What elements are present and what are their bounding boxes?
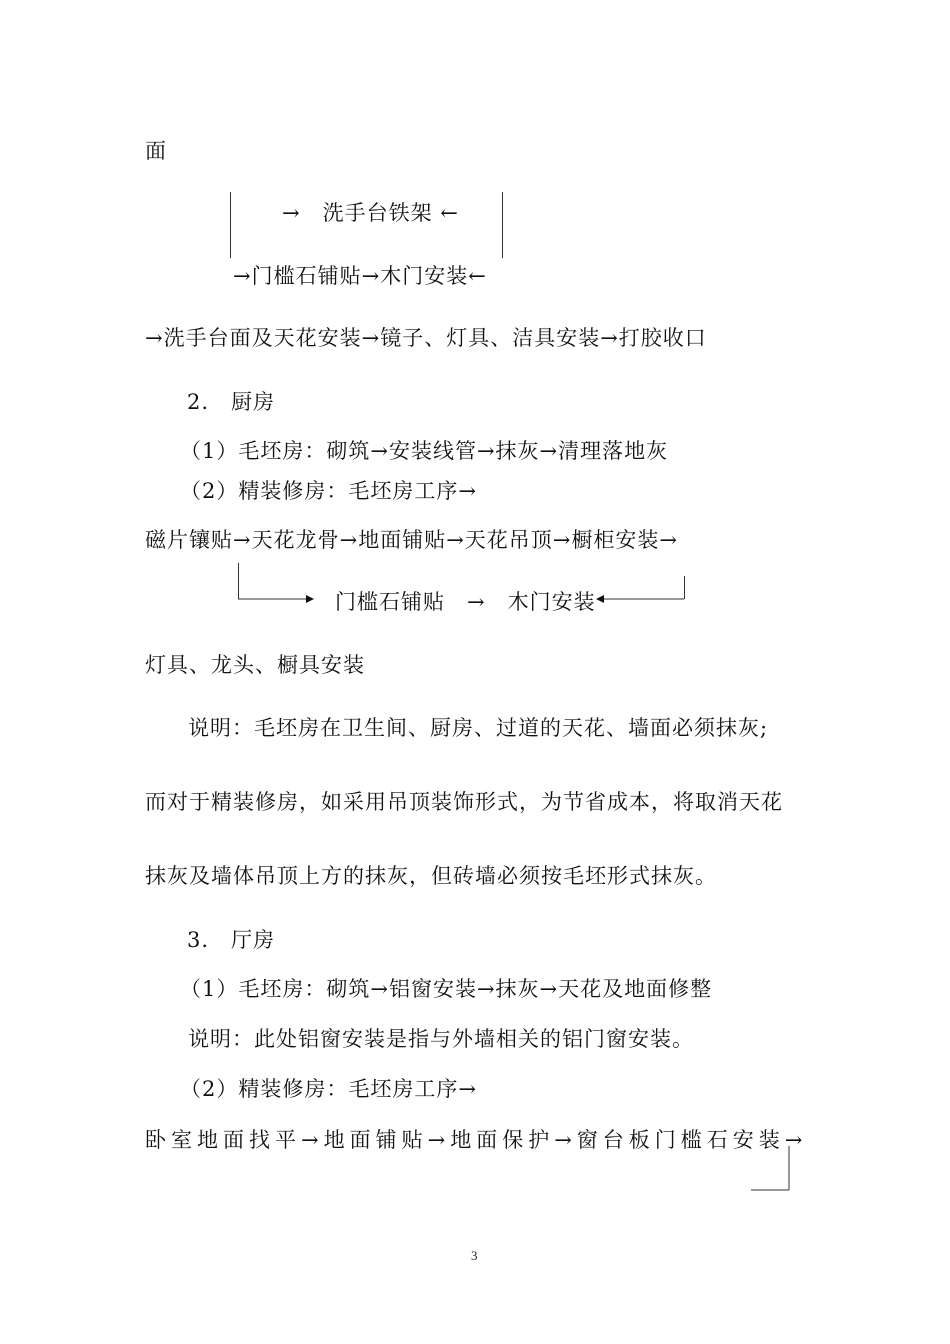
washbasin-frame-step: → 洗手台铁架 ← <box>282 201 459 225</box>
kitchen-note-line-1: 说明：毛坯房在卫生间、厨房、过道的天花、墙面必须抹灰; <box>188 716 769 740</box>
kitchen-tail-step: 灯具、龙头、橱具安装 <box>145 653 365 677</box>
living-room-rough-steps: （1）毛坯房：砌筑→铝窗安装→抹灰→天花及地面修整 <box>180 977 713 1001</box>
living-room-fine-steps: （2）精装修房：毛坯房工序→ <box>180 1077 477 1101</box>
kitchen-rough-steps: （1）毛坯房：砌筑→安装线管→抹灰→清理落地灰 <box>180 439 669 463</box>
kitchen-note-line-3: 抹灰及墙体吊顶上方的抹灰，但砖墙必须按毛坯形式抹灰。 <box>145 864 717 888</box>
door-sill-step-line: →门槛石铺贴→木门安装← <box>233 264 487 288</box>
finish-step-line: →洗手台面及天花安装→镜子、灯具、洁具安装→打胶收口 <box>145 326 707 350</box>
living-room-note: 说明：此处铝窗安装是指与外墙相关的铝门窗安装。 <box>188 1027 694 1051</box>
text-fragment: 面 <box>145 139 167 163</box>
page-number: 3 <box>471 1248 478 1263</box>
kitchen-note-line-2: 而对于精装修房，如采用吊顶装饰形式，为节省成本，将取消天花 <box>145 790 783 814</box>
kitchen-fine-steps: （2）精装修房：毛坯房工序→ <box>180 479 477 503</box>
kitchen-heading: 2. 厨房 <box>187 390 276 414</box>
kitchen-sequence: 磁片镶贴→天花龙骨→地面铺贴→天花吊顶→橱柜安装→ <box>145 528 678 552</box>
living-room-heading: 3. 厅房 <box>187 928 276 952</box>
living-room-sequence: 卧室地面找平→地面铺贴→地面保护→窗台板门槛石安装→ <box>145 1128 808 1152</box>
kitchen-door-steps: 门槛石铺贴 → 木门安装 <box>335 590 596 614</box>
